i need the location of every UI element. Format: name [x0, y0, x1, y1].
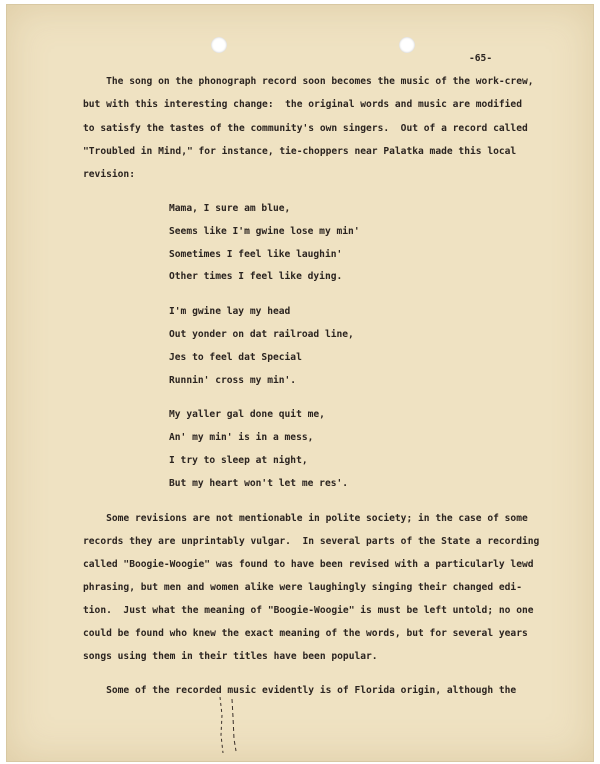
paragraph-2-line: called "Boogie-Woogie" was found to have been revised with a particularly lewd: [83, 559, 534, 570]
paragraph-1-line: revision:: [83, 169, 135, 180]
punch-hole-left: [211, 37, 227, 53]
verse-3-line: But my heart won't let me res'.: [169, 478, 349, 489]
paragraph-2-line: Some revisions are not mentionable in polite society; in the case of some: [83, 513, 528, 524]
verse-1-line: Seems like I'm gwine lose my min': [169, 226, 360, 237]
page-number: -65-: [469, 53, 493, 64]
paragraph-2-line: could be found who knew the exact meaning of the words, but for several years: [83, 628, 528, 639]
verse-3-line: My yaller gal done quit me,: [169, 409, 325, 420]
paragraph-2-line: phrasing, but men and women alike were laughingly singing their changed edi-: [83, 582, 522, 593]
paragraph-1-line: to satisfy the tastes of the community's own singers. Out of a record called: [83, 123, 528, 134]
verse-2-line: Runnin' cross my min'.: [169, 375, 297, 386]
verse-1-line: Other times I feel like dying.: [169, 271, 343, 282]
punch-hole-right: [399, 37, 415, 53]
verse-2-line: Jes to feel dat Special: [169, 352, 302, 363]
paragraph-1-line: The song on the phonograph record soon becomes the music of the work-crew,: [83, 76, 534, 87]
paragraph-1-line: "Troubled in Mind," for instance, tie-choppers near Palatka made this local: [83, 146, 517, 157]
verse-2-line: Out yonder on dat railroad line,: [169, 329, 354, 340]
verse-1-line: Mama, I sure am blue,: [169, 203, 291, 214]
verse-3-line: An' my min' is in a mess,: [169, 432, 314, 443]
paragraph-2-line: songs using them in their titles have been popular.: [83, 651, 378, 662]
paragraph-1-line: but with this interesting change: the original words and music are modified: [83, 99, 522, 110]
verse-1-line: Sometimes I feel like laughin': [169, 249, 343, 260]
document-page: [6, 4, 594, 762]
paragraph-2-line: tion. Just what the meaning of "Boogie-Woogie" is must be left untold; no one: [83, 605, 534, 616]
paragraph-3-line: Some of the recorded music evidently is of Florida origin, although the: [83, 685, 517, 696]
verse-3-line: I try to sleep at night,: [169, 455, 308, 466]
paragraph-2-line: records they are unprintably vulgar. In several parts of the State a recording: [83, 536, 540, 547]
verse-2-line: I'm gwine lay my head: [169, 306, 291, 317]
ink-scratch-mark: [210, 695, 250, 755]
